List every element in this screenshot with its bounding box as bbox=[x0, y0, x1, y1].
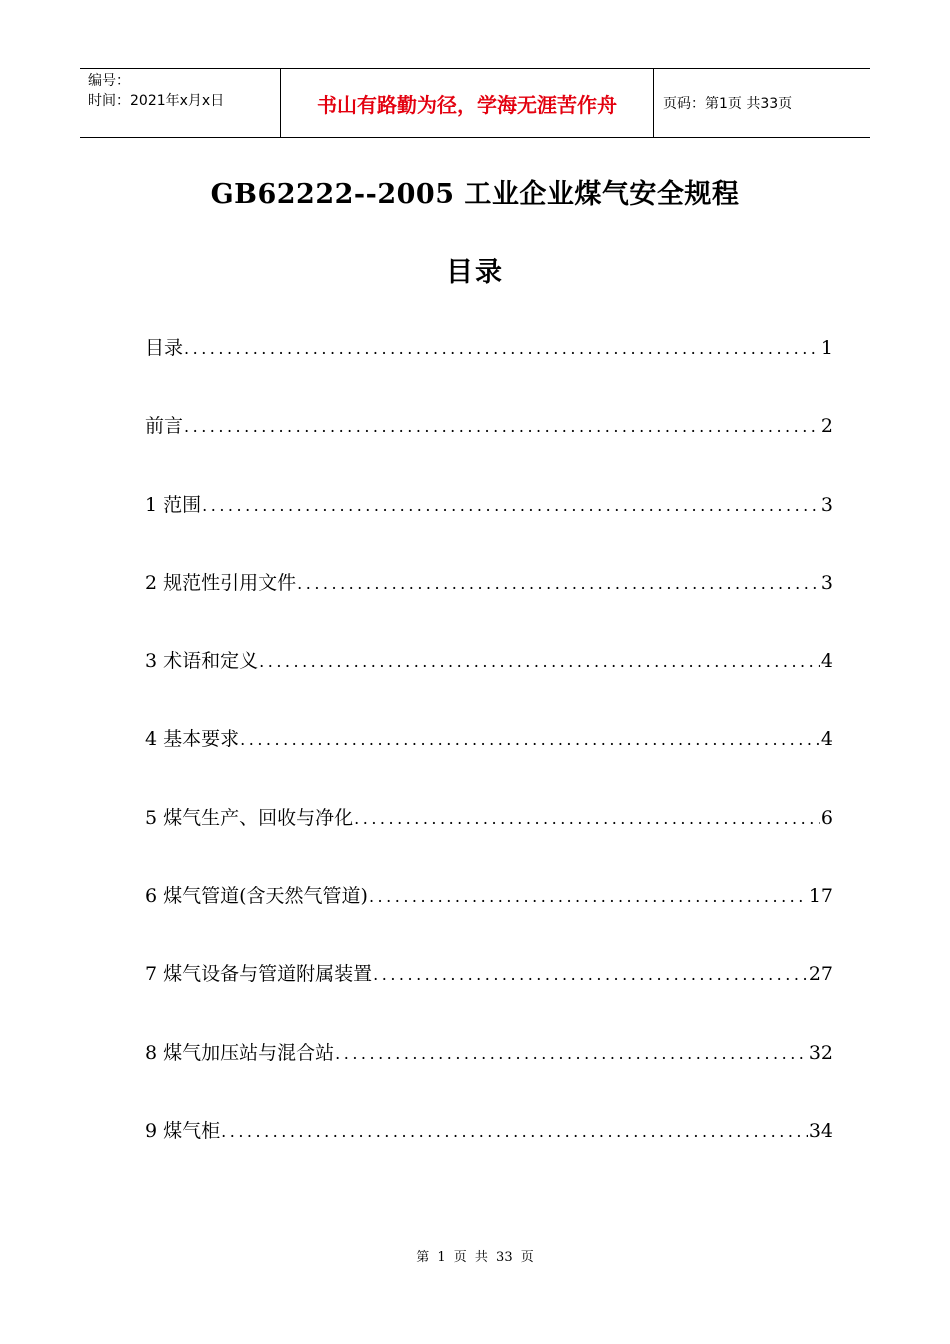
toc-entry-label: 7 煤气设备与管道附属装置 bbox=[145, 963, 373, 986]
toc-entry-page: 32 bbox=[808, 1041, 833, 1064]
table-of-contents bbox=[145, 333, 833, 1194]
toc-entry[interactable] bbox=[145, 490, 833, 568]
toc-leader-dots bbox=[184, 339, 820, 358]
toc-entry[interactable] bbox=[145, 411, 833, 489]
page-header bbox=[80, 68, 870, 138]
toc-entry-page: 27 bbox=[808, 963, 833, 986]
toc-entry[interactable] bbox=[145, 1038, 833, 1116]
toc-entry-page: 4 bbox=[820, 650, 833, 673]
header-page-info-cell bbox=[654, 69, 870, 137]
toc-entry-page: 6 bbox=[820, 806, 833, 829]
toc-entry-page: 17 bbox=[808, 885, 833, 908]
header-meta bbox=[80, 69, 280, 137]
toc-entry-label: 8 煤气加压站与混合站 bbox=[145, 1041, 335, 1064]
toc-entry-page: 1 bbox=[820, 337, 833, 359]
document-number-label: 编号： bbox=[88, 73, 130, 89]
toc-leader-dots bbox=[373, 965, 808, 984]
toc-entry-label: 目录 bbox=[145, 337, 184, 359]
toc-leader-dots bbox=[240, 730, 820, 749]
document-title: GB62222--2005 工业企业煤气安全规程 bbox=[210, 179, 740, 210]
toc-entry-label: 1 范围 bbox=[145, 493, 202, 516]
toc-entry-label: 9 煤气柜 bbox=[145, 1119, 221, 1142]
toc-entry[interactable] bbox=[145, 881, 833, 959]
toc-leader-dots bbox=[354, 809, 820, 828]
toc-leader-dots bbox=[184, 417, 820, 436]
toc-leader-dots bbox=[202, 496, 820, 515]
header-motto: 书山有路勤为径，学海无涯苦作舟 bbox=[317, 92, 617, 117]
toc-entry-page: 4 bbox=[820, 728, 833, 751]
toc-entry-label: 5 煤气生产、回收与净化 bbox=[145, 806, 354, 829]
toc-entry[interactable] bbox=[145, 646, 833, 724]
toc-entry-label: 4 基本要求 bbox=[145, 728, 240, 751]
toc-entry-label: 6 煤气管道(含天然气管道) bbox=[145, 885, 368, 908]
toc-entry[interactable] bbox=[145, 333, 833, 411]
toc-entry-label: 3 术语和定义 bbox=[145, 650, 259, 673]
toc-leader-dots bbox=[297, 574, 820, 593]
toc-entry[interactable] bbox=[145, 803, 833, 881]
toc-heading: 目录 bbox=[446, 257, 504, 288]
toc-entry-label: 前言 bbox=[145, 415, 184, 438]
toc-entry-page: 3 bbox=[820, 493, 833, 516]
toc-entry-page: 2 bbox=[820, 415, 833, 438]
toc-entry-label: 2 规范性引用文件 bbox=[145, 571, 297, 594]
document-time-label: 时间：2021年x月x日 bbox=[88, 93, 225, 109]
toc-leader-dots bbox=[369, 887, 808, 906]
toc-entry[interactable] bbox=[145, 568, 833, 646]
toc-entry[interactable] bbox=[145, 959, 833, 1037]
toc-entry[interactable] bbox=[145, 724, 833, 802]
toc-leader-dots bbox=[259, 652, 820, 671]
toc-leader-dots bbox=[335, 1044, 808, 1063]
header-page-info: 页码：第1页 共33页 bbox=[663, 96, 793, 112]
toc-entry-page: 3 bbox=[820, 571, 833, 594]
page-footer: 第 1 页 共 33 页 bbox=[416, 1250, 534, 1265]
toc-entry[interactable] bbox=[145, 1116, 833, 1194]
toc-leader-dots bbox=[221, 1122, 808, 1141]
toc-entry-page: 34 bbox=[808, 1119, 833, 1142]
header-motto-cell bbox=[280, 69, 654, 137]
